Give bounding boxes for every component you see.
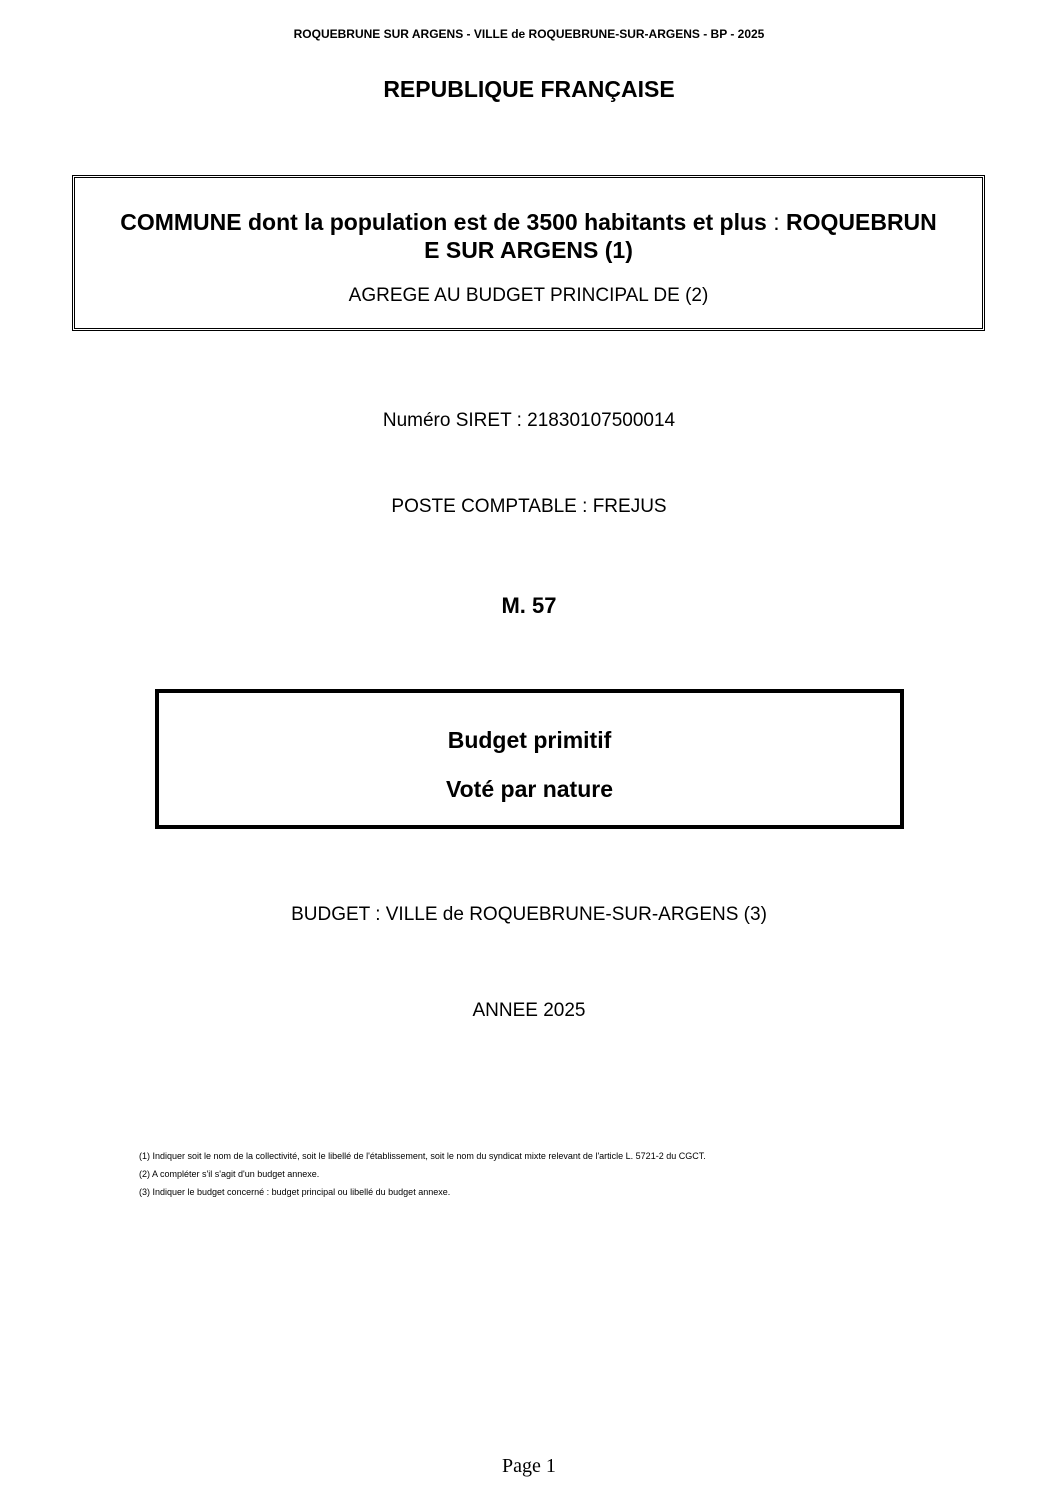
budget-name: BUDGET : VILLE de ROQUEBRUNE-SUR-ARGENS (3): [291, 904, 767, 925]
siret-number: Numéro SIRET : 21830107500014: [382, 410, 676, 431]
nomenclature: M. 57: [501, 593, 557, 618]
commune-name-part2: E SUR ARGENS (1): [424, 237, 633, 263]
republic-title: REPUBLIQUE FRANÇAISE: [383, 76, 675, 102]
budget-box: [155, 689, 904, 829]
page-number: Page 1: [502, 1455, 556, 1477]
footnote-2: (2) A compléter s'il s'agit d'un budget annexe.: [139, 1169, 320, 1179]
footnote-3: (3) Indiquer le budget concerné : budget principal ou libellé du budget annexe.: [139, 1187, 451, 1197]
footnote-1: (1) Indiquer soit le nom de la collectivité, soit le libellé de l'établissement, soit le nom du syndicat mixte relevant de l'article L. 5721-2 du CGCT.: [139, 1151, 706, 1161]
commune-separator: :: [766, 209, 786, 235]
agrege-line: AGREGE AU BUDGET PRINCIPAL DE (2): [348, 285, 709, 306]
commune-title: [75, 208, 982, 264]
budget-year: ANNEE 2025: [472, 1000, 586, 1021]
poste-comptable: POSTE COMPTABLE : FREJUS: [391, 496, 667, 517]
footnotes: [139, 1147, 899, 1201]
running-header: ROQUEBRUNE SUR ARGENS - VILLE de ROQUEBRUNE-SUR-ARGENS - BP - 2025: [293, 27, 765, 41]
commune-box: [72, 175, 985, 331]
vote-mode: Voté par nature: [446, 776, 613, 802]
budget-type: Budget primitif: [447, 727, 612, 753]
commune-population-label: COMMUNE dont la population est de 3500 habitants et plus: [120, 209, 767, 235]
commune-name-part1: ROQUEBRUN: [786, 209, 937, 235]
